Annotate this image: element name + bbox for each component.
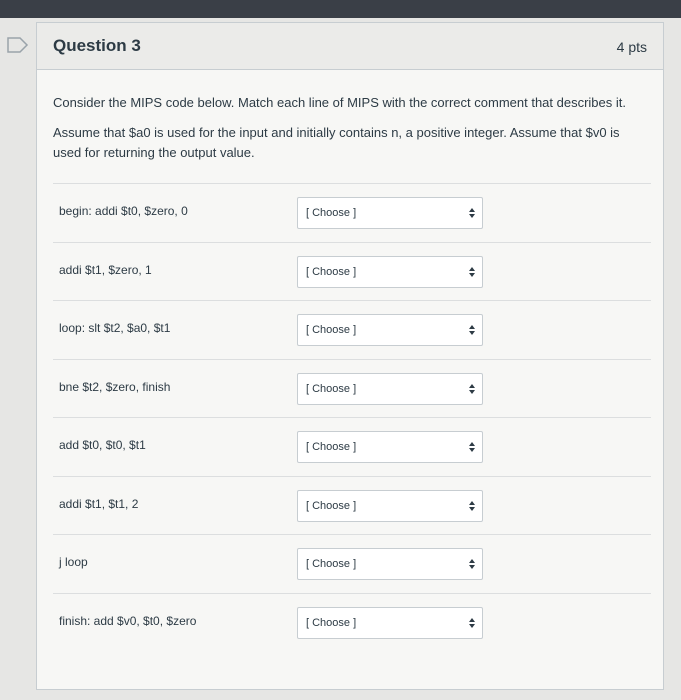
flag-outline-icon[interactable]	[7, 37, 29, 53]
up-down-arrows-icon	[468, 440, 476, 454]
up-down-arrows-icon	[468, 323, 476, 337]
up-down-arrows-icon	[468, 557, 476, 571]
question-paragraph: Consider the MIPS code below. Match each line of MIPS with the correct comment that describes it.	[53, 95, 626, 110]
mips-line-label: add $t0, $t0, $t1	[59, 438, 146, 452]
up-down-arrows-icon	[468, 616, 476, 630]
match-row	[53, 417, 651, 476]
match-row	[53, 359, 651, 418]
select-value: [ Choose ]	[306, 499, 357, 512]
up-down-arrows-icon	[468, 382, 476, 396]
comment-select[interactable]	[297, 548, 483, 580]
up-down-arrows-icon	[468, 206, 476, 220]
up-down-arrows-icon	[468, 265, 476, 279]
comment-select[interactable]	[297, 314, 483, 346]
comment-select[interactable]	[297, 607, 483, 639]
question-title: Question 3	[53, 36, 141, 55]
mips-line-label: j loop	[59, 555, 88, 569]
select-value: [ Choose ]	[306, 558, 357, 570]
question-paragraph: Assume that $a0 is used for the input and initially contains n, a positive integer. Assume that $v0 is used for returning the output value.	[53, 125, 620, 160]
top-bar	[0, 0, 681, 18]
question-card	[36, 22, 664, 690]
mips-line-label: begin: addi $t0, $zero, 0	[59, 204, 188, 218]
mips-line-label: addi $t1, $t1, 2	[59, 496, 139, 511]
select-value: [ Choose ]	[306, 441, 357, 453]
match-row	[53, 534, 651, 593]
match-row	[53, 183, 651, 242]
match-row	[53, 242, 651, 301]
select-value: [ Choose ]	[306, 382, 357, 395]
up-down-arrows-icon	[468, 499, 476, 513]
select-value: [ Choose ]	[306, 265, 357, 278]
question-text	[53, 93, 651, 173]
question-header	[37, 23, 663, 70]
mips-line-label: bne $t2, $zero, finish	[59, 379, 171, 394]
comment-select[interactable]	[297, 431, 483, 463]
comment-select[interactable]	[297, 197, 483, 229]
select-value: [ Choose ]	[306, 207, 357, 219]
mips-line-label: finish: add $v0, $t0, $zero	[59, 613, 197, 628]
match-row	[53, 476, 651, 535]
mips-line-label: loop: slt $t2, $a0, $t1	[59, 321, 171, 335]
match-row	[53, 593, 651, 652]
select-value: [ Choose ]	[306, 324, 357, 336]
select-value: [ Choose ]	[306, 616, 357, 629]
question-points: 4 pts	[616, 39, 647, 55]
comment-select[interactable]	[297, 373, 483, 405]
match-row	[53, 300, 651, 359]
comment-select[interactable]	[297, 490, 483, 522]
mips-line-label: addi $t1, $zero, 1	[59, 262, 152, 277]
match-rows	[53, 183, 651, 651]
comment-select[interactable]	[297, 256, 483, 288]
